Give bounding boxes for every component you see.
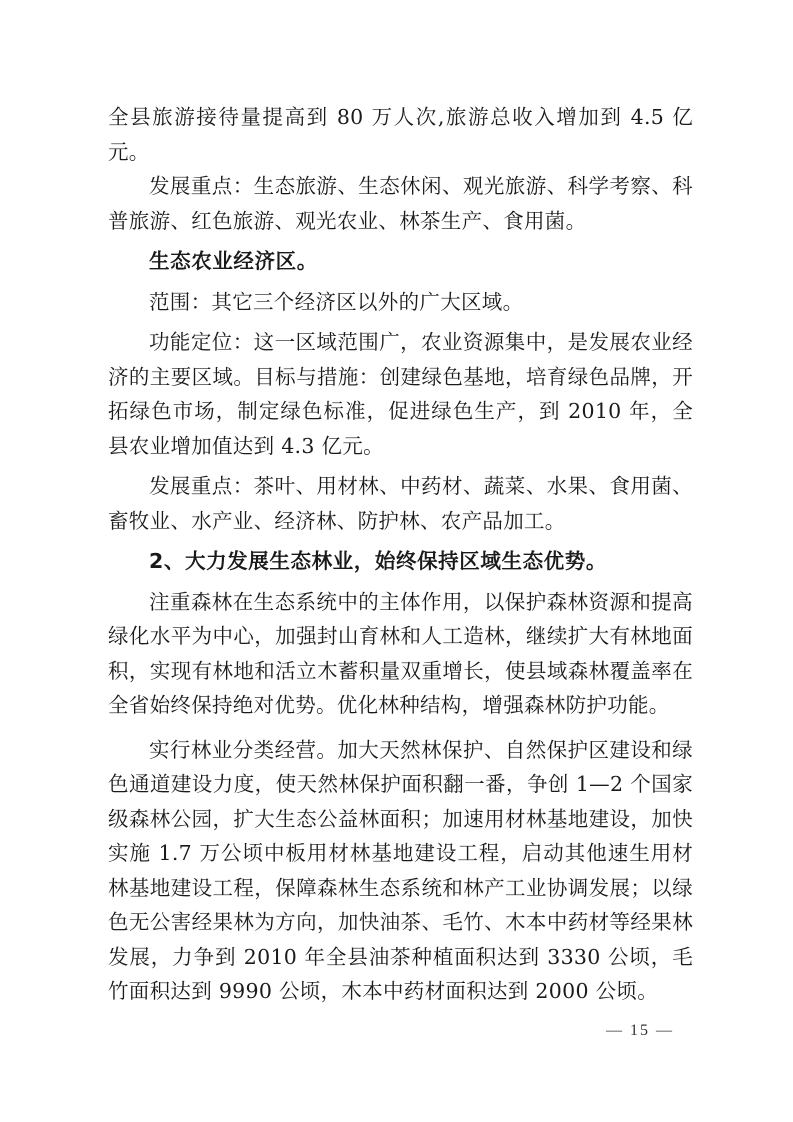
paragraph-scope: 范围：其它三个经济区以外的广大区域。 — [149, 289, 524, 314]
heading-eco-forestry: 2、大力发展生态林业，始终保持区域生态优势。 — [149, 549, 607, 573]
page-number: — 15 — — [606, 1022, 674, 1039]
paragraph-tourism-target: 全县旅游接待量提高到 80 万人次,旅游总收入增加到 4.5 亿元。 — [108, 105, 693, 164]
document-body — [108, 100, 693, 1009]
paragraph-forest-ecosystem: 注重森林在生态系统中的主体作用，以保护森林资源和提高绿化水平为中心，加强封山育林和人工造林，继续扩大有林地面积，实现有林地和活立木蓄积量双重增长，使县域森林覆盖率在全省始终保持绝对优势。优化林种结构，增强森林防护功能。 — [108, 589, 693, 717]
paragraph-forestry-classification: 实行林业分类经营。加大天然林保护、自然保护区建设和绿色通道建设力度，使天然林保护面积翻一番，争创 1—2 个国家级森林公园，扩大生态公益林面积；加速用材林基地建设，加快实施 1.7 万公顷中板用材林基地建设工程，启动其他速生用材林基地建设工程，保障森林生态系统和林产工业协调发展；以绿色无公害经果林为方向，加快油茶、毛竹、木本中药材等经果林发展，力争到 2010 年全县油茶种植面积达到 3330 公顷，毛竹面积达到 9990 公顷，木本中药材面积达到 2000 公顷。 — [108, 737, 693, 1003]
paragraph-development-focus-tourism: 发展重点：生态旅游、生态休闲、观光旅游、科学考察、科普旅游、红色旅游、观光农业、林茶生产、食用菌。 — [108, 174, 693, 233]
heading-eco-agriculture-zone: 生态农业经济区。 — [149, 249, 318, 273]
paragraph-function-positioning: 功能定位：这一区域范围广，农业资源集中，是发展农业经济的主要区域。目标与措施：创建绿色基地，培育绿色品牌，开拓绿色市场，制定绿色标准，促进绿色生产，到 2010 年，全县农业增加值达到 4.3 亿元。 — [108, 330, 693, 458]
paragraph-development-focus-agriculture: 发展重点：茶叶、用材林、中药材、蔬菜、水果、食用菌、畜牧业、水产业、经济林、防护林、农产品加工。 — [108, 474, 693, 533]
